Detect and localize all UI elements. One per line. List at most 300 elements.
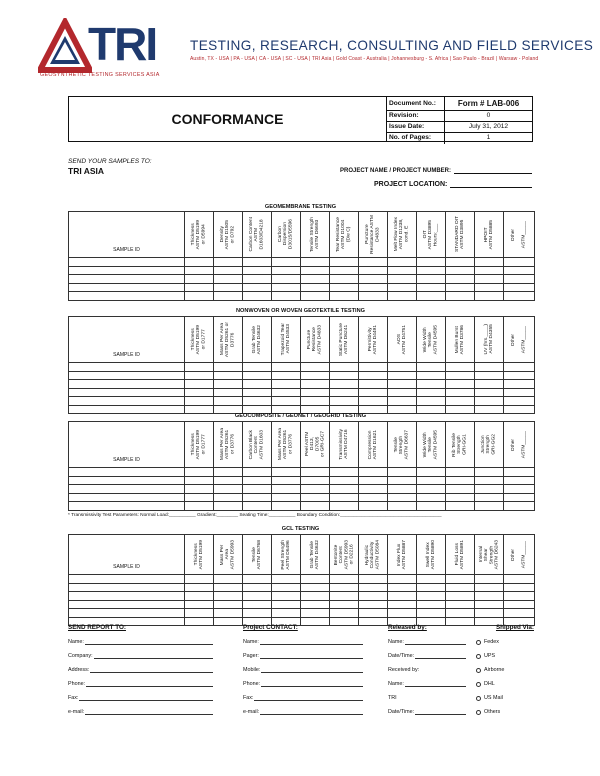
form-field[interactable] [243,673,363,687]
test-cell[interactable] [417,388,446,397]
test-cell[interactable] [214,617,243,626]
sample-id-cell[interactable] [69,493,185,502]
test-cell[interactable] [446,600,475,609]
project-name-row[interactable] [340,160,532,174]
test-cell[interactable] [301,493,330,502]
test-cell[interactable] [243,275,272,284]
test-cell[interactable] [214,380,243,389]
test-cell[interactable] [330,575,359,584]
test-cell[interactable] [475,258,504,267]
test-cell[interactable] [446,493,475,502]
test-cell[interactable] [446,371,475,380]
test-cell[interactable] [388,592,417,601]
test-cell[interactable] [359,397,388,406]
test-cell[interactable] [243,485,272,494]
test-cell[interactable] [185,266,214,275]
form-field[interactable] [68,645,213,659]
form-field[interactable] [68,701,213,715]
test-cell[interactable] [417,592,446,601]
test-cell[interactable] [504,493,535,502]
test-cell[interactable] [359,275,388,284]
test-cell[interactable] [301,258,330,267]
test-cell[interactable] [388,502,417,511]
test-cell[interactable] [504,388,535,397]
test-cell[interactable] [214,258,243,267]
field-input-line[interactable] [260,708,363,715]
test-cell[interactable] [272,600,301,609]
sample-id-cell[interactable] [69,363,185,372]
test-cell[interactable] [243,258,272,267]
test-cell[interactable] [272,363,301,372]
test-cell[interactable] [446,292,475,301]
test-cell[interactable] [417,575,446,584]
test-cell[interactable] [214,388,243,397]
sample-id-cell[interactable] [69,600,185,609]
test-cell[interactable] [272,468,301,477]
test-cell[interactable] [214,583,243,592]
project-location-field[interactable] [450,180,532,188]
test-cell[interactable] [272,592,301,601]
test-cell[interactable] [243,592,272,601]
test-cell[interactable] [214,485,243,494]
test-cell[interactable] [214,600,243,609]
test-cell[interactable] [446,363,475,372]
test-cell[interactable] [417,609,446,618]
test-cell[interactable] [388,292,417,301]
sample-id-cell[interactable] [69,476,185,485]
test-cell[interactable] [185,468,214,477]
test-cell[interactable] [330,380,359,389]
sample-id-cell[interactable] [69,266,185,275]
radio-circle-icon[interactable] [476,668,481,673]
test-cell[interactable] [417,583,446,592]
test-cell[interactable] [388,468,417,477]
test-cell[interactable] [388,258,417,267]
test-cell[interactable] [243,600,272,609]
test-cell[interactable] [359,258,388,267]
shipping-option[interactable] [474,645,534,659]
shipping-option[interactable] [474,701,534,715]
test-cell[interactable] [417,258,446,267]
test-cell[interactable] [330,275,359,284]
test-cell[interactable] [243,266,272,275]
test-cell[interactable] [446,609,475,618]
test-cell[interactable] [185,609,214,618]
test-cell[interactable] [272,476,301,485]
radio-circle-icon[interactable] [476,710,481,715]
sample-id-cell[interactable] [69,397,185,406]
test-cell[interactable] [446,380,475,389]
test-cell[interactable] [185,575,214,584]
field-input-line[interactable] [261,666,363,673]
test-cell[interactable] [504,468,535,477]
test-cell[interactable] [359,609,388,618]
test-cell[interactable] [417,292,446,301]
test-cell[interactable] [330,502,359,511]
test-cell[interactable] [359,363,388,372]
test-cell[interactable] [475,275,504,284]
test-cell[interactable] [243,575,272,584]
test-cell[interactable] [359,485,388,494]
test-cell[interactable] [301,397,330,406]
test-cell[interactable] [272,609,301,618]
test-cell[interactable] [243,397,272,406]
test-cell[interactable] [214,609,243,618]
test-cell[interactable] [446,266,475,275]
test-cell[interactable] [272,388,301,397]
test-cell[interactable] [504,592,535,601]
test-cell[interactable] [243,493,272,502]
test-cell[interactable] [330,371,359,380]
test-cell[interactable] [446,388,475,397]
test-cell[interactable] [504,609,535,618]
test-cell[interactable] [388,380,417,389]
test-cell[interactable] [475,283,504,292]
test-cell[interactable] [185,493,214,502]
test-cell[interactable] [504,363,535,372]
test-cell[interactable] [301,363,330,372]
test-cell[interactable] [475,380,504,389]
test-cell[interactable] [330,388,359,397]
test-cell[interactable] [446,485,475,494]
test-cell[interactable] [504,485,535,494]
test-cell[interactable] [475,609,504,618]
test-cell[interactable] [330,485,359,494]
test-cell[interactable] [475,363,504,372]
test-cell[interactable] [417,502,446,511]
test-cell[interactable] [214,468,243,477]
test-cell[interactable] [330,600,359,609]
test-cell[interactable] [272,397,301,406]
test-cell[interactable] [388,600,417,609]
form-field[interactable] [388,645,466,659]
form-field[interactable] [68,659,213,673]
test-cell[interactable] [388,266,417,275]
test-cell[interactable] [388,609,417,618]
test-cell[interactable] [185,485,214,494]
test-cell[interactable] [359,388,388,397]
form-field[interactable] [388,673,466,687]
test-cell[interactable] [475,476,504,485]
form-field[interactable] [243,687,363,701]
test-cell[interactable] [330,592,359,601]
test-cell[interactable] [301,476,330,485]
field-input-line[interactable] [415,652,466,659]
test-cell[interactable] [214,363,243,372]
test-cell[interactable] [388,397,417,406]
test-cell[interactable] [359,292,388,301]
test-cell[interactable] [388,575,417,584]
test-cell[interactable] [185,275,214,284]
sample-id-cell[interactable] [69,502,185,511]
test-cell[interactable] [214,292,243,301]
test-cell[interactable] [185,502,214,511]
sample-id-cell[interactable] [69,388,185,397]
test-cell[interactable] [214,476,243,485]
field-input-line[interactable] [85,638,213,645]
test-cell[interactable] [446,476,475,485]
sample-id-cell[interactable] [69,575,185,584]
test-cell[interactable] [301,502,330,511]
test-cell[interactable] [301,283,330,292]
sample-id-cell[interactable] [69,283,185,292]
test-cell[interactable] [446,592,475,601]
test-cell[interactable] [388,275,417,284]
test-cell[interactable] [417,275,446,284]
test-cell[interactable] [272,575,301,584]
test-cell[interactable] [446,468,475,477]
test-cell[interactable] [359,583,388,592]
test-cell[interactable] [359,371,388,380]
form-field[interactable] [388,687,466,701]
test-cell[interactable] [214,266,243,275]
test-cell[interactable] [185,363,214,372]
test-cell[interactable] [417,493,446,502]
test-cell[interactable] [446,275,475,284]
sample-id-cell[interactable] [69,371,185,380]
test-cell[interactable] [504,275,535,284]
test-cell[interactable] [504,380,535,389]
project-name-field[interactable] [454,166,532,174]
test-cell[interactable] [359,600,388,609]
field-input-line[interactable] [254,694,363,701]
test-cell[interactable] [388,583,417,592]
test-cell[interactable] [504,575,535,584]
test-cell[interactable] [214,371,243,380]
field-input-line[interactable] [405,680,466,687]
radio-circle-icon[interactable] [476,654,481,659]
test-cell[interactable] [359,380,388,389]
test-cell[interactable] [243,468,272,477]
test-cell[interactable] [272,266,301,275]
test-cell[interactable] [301,371,330,380]
shipping-option[interactable] [474,687,534,701]
sample-id-cell[interactable] [69,592,185,601]
form-field[interactable] [388,631,466,645]
field-input-line[interactable] [405,638,466,645]
test-cell[interactable] [214,283,243,292]
shipping-option[interactable] [474,631,534,645]
test-cell[interactable] [185,258,214,267]
form-field[interactable] [243,645,363,659]
test-cell[interactable] [185,283,214,292]
test-cell[interactable] [243,476,272,485]
test-cell[interactable] [504,292,535,301]
sample-id-cell[interactable] [69,258,185,267]
test-cell[interactable] [301,583,330,592]
test-cell[interactable] [185,371,214,380]
sample-id-cell[interactable] [69,380,185,389]
test-cell[interactable] [446,502,475,511]
sample-id-cell[interactable] [69,292,185,301]
test-cell[interactable] [243,363,272,372]
test-cell[interactable] [301,266,330,275]
test-cell[interactable] [417,476,446,485]
test-cell[interactable] [475,575,504,584]
form-field[interactable] [68,687,213,701]
test-cell[interactable] [359,592,388,601]
test-cell[interactable] [475,266,504,275]
test-cell[interactable] [214,592,243,601]
radio-circle-icon[interactable] [476,682,481,687]
test-cell[interactable] [185,388,214,397]
test-cell[interactable] [243,380,272,389]
test-cell[interactable] [504,258,535,267]
test-cell[interactable] [475,371,504,380]
test-cell[interactable] [330,283,359,292]
test-cell[interactable] [243,583,272,592]
test-cell[interactable] [301,485,330,494]
test-cell[interactable] [359,493,388,502]
test-cell[interactable] [243,371,272,380]
test-cell[interactable] [475,292,504,301]
form-field[interactable] [388,659,466,673]
test-cell[interactable] [243,388,272,397]
test-cell[interactable] [359,266,388,275]
test-cell[interactable] [504,283,535,292]
test-cell[interactable] [301,609,330,618]
test-cell[interactable] [272,380,301,389]
test-cell[interactable] [214,493,243,502]
test-cell[interactable] [417,371,446,380]
form-field[interactable] [68,631,213,645]
test-cell[interactable] [417,397,446,406]
test-cell[interactable] [301,292,330,301]
field-input-line[interactable] [260,638,363,645]
test-cell[interactable] [475,388,504,397]
field-input-line[interactable] [261,680,363,687]
test-cell[interactable] [330,266,359,275]
form-field[interactable] [243,631,363,645]
form-field[interactable] [388,701,466,715]
test-cell[interactable] [388,476,417,485]
test-cell[interactable] [185,380,214,389]
test-cell[interactable] [214,275,243,284]
test-cell[interactable] [504,600,535,609]
test-cell[interactable] [301,468,330,477]
radio-circle-icon[interactable] [476,696,481,701]
field-input-line[interactable] [79,694,213,701]
test-cell[interactable] [185,292,214,301]
test-cell[interactable] [301,575,330,584]
test-cell[interactable] [475,502,504,511]
test-cell[interactable] [330,609,359,618]
test-cell[interactable] [272,371,301,380]
test-cell[interactable] [475,592,504,601]
test-cell[interactable] [301,275,330,284]
field-input-line[interactable] [86,680,213,687]
test-cell[interactable] [272,258,301,267]
test-cell[interactable] [185,476,214,485]
test-cell[interactable] [359,283,388,292]
test-cell[interactable] [359,575,388,584]
test-cell[interactable] [417,363,446,372]
test-cell[interactable] [330,583,359,592]
test-cell[interactable] [301,600,330,609]
test-cell[interactable] [214,502,243,511]
test-cell[interactable] [272,283,301,292]
test-cell[interactable] [330,363,359,372]
test-cell[interactable] [272,502,301,511]
test-cell[interactable] [243,283,272,292]
test-cell[interactable] [330,468,359,477]
test-cell[interactable] [330,397,359,406]
form-field[interactable] [68,673,213,687]
test-cell[interactable] [388,493,417,502]
test-cell[interactable] [475,397,504,406]
test-cell[interactable] [446,397,475,406]
sample-id-cell[interactable] [69,275,185,284]
test-cell[interactable] [243,502,272,511]
test-cell[interactable] [301,380,330,389]
test-cell[interactable] [214,575,243,584]
radio-circle-icon[interactable] [476,640,481,645]
test-cell[interactable] [359,468,388,477]
test-cell[interactable] [417,468,446,477]
test-cell[interactable] [504,266,535,275]
test-cell[interactable] [359,502,388,511]
test-cell[interactable] [388,363,417,372]
test-cell[interactable] [446,583,475,592]
test-cell[interactable] [417,380,446,389]
test-cell[interactable] [417,485,446,494]
field-input-line[interactable] [260,652,363,659]
test-cell[interactable] [243,609,272,618]
test-cell[interactable] [272,275,301,284]
test-cell[interactable] [504,502,535,511]
test-cell[interactable] [330,493,359,502]
test-cell[interactable] [475,583,504,592]
test-cell[interactable] [475,493,504,502]
test-cell[interactable] [446,575,475,584]
test-cell[interactable] [330,292,359,301]
test-cell[interactable] [504,583,535,592]
test-cell[interactable] [272,292,301,301]
field-input-line[interactable] [90,666,213,673]
test-cell[interactable] [185,600,214,609]
sample-id-cell[interactable] [69,485,185,494]
test-cell[interactable] [359,476,388,485]
sample-id-cell[interactable] [69,609,185,618]
test-cell[interactable] [272,493,301,502]
test-cell[interactable] [475,485,504,494]
shipping-option[interactable] [474,659,534,673]
test-cell[interactable] [185,592,214,601]
test-cell[interactable] [330,476,359,485]
test-cell[interactable] [388,283,417,292]
field-input-line[interactable] [415,708,466,715]
test-cell[interactable] [504,397,535,406]
test-cell[interactable] [446,258,475,267]
test-cell[interactable] [417,283,446,292]
form-field[interactable] [243,701,363,715]
test-cell[interactable] [446,283,475,292]
test-cell[interactable] [388,485,417,494]
sample-id-cell[interactable] [69,468,185,477]
test-cell[interactable] [417,266,446,275]
test-cell[interactable] [504,476,535,485]
test-cell[interactable] [475,600,504,609]
sample-id-cell[interactable] [69,583,185,592]
test-cell[interactable] [185,397,214,406]
test-cell[interactable] [272,485,301,494]
test-cell[interactable] [475,468,504,477]
test-cell[interactable] [243,292,272,301]
test-cell[interactable] [301,592,330,601]
test-cell[interactable] [301,388,330,397]
test-cell[interactable] [330,258,359,267]
field-input-line[interactable] [94,652,213,659]
